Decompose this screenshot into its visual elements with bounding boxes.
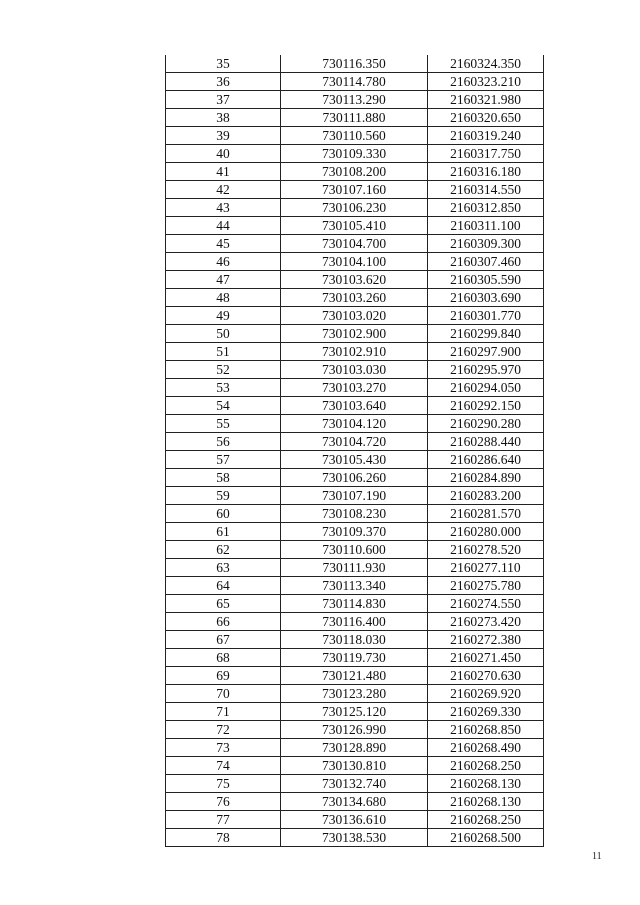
table-row: [166, 829, 544, 847]
y-coordinate-cell: 2160324.350: [428, 55, 544, 73]
y-coordinate-cell: 2160292.150: [428, 397, 544, 415]
x-coordinate-cell: 730134.680: [281, 793, 428, 811]
table-row: [166, 685, 544, 703]
table-row: [166, 379, 544, 397]
table-row: [166, 505, 544, 523]
point-number-cell: 64: [166, 577, 281, 595]
y-coordinate-cell: 2160277.110: [428, 559, 544, 577]
x-coordinate-cell: 730132.740: [281, 775, 428, 793]
table-row: [166, 307, 544, 325]
table-row: [166, 433, 544, 451]
point-number-cell: 54: [166, 397, 281, 415]
x-coordinate-cell: 730116.350: [281, 55, 428, 73]
table-row: [166, 415, 544, 433]
table-row: [166, 235, 544, 253]
x-coordinate-cell: 730108.230: [281, 505, 428, 523]
x-coordinate-cell: 730105.410: [281, 217, 428, 235]
y-coordinate-cell: 2160312.850: [428, 199, 544, 217]
point-number-cell: 60: [166, 505, 281, 523]
table-row: [166, 649, 544, 667]
point-number-cell: 40: [166, 145, 281, 163]
x-coordinate-cell: 730103.020: [281, 307, 428, 325]
x-coordinate-cell: 730130.810: [281, 757, 428, 775]
point-number-cell: 56: [166, 433, 281, 451]
x-coordinate-cell: 730118.030: [281, 631, 428, 649]
x-coordinate-cell: 730104.120: [281, 415, 428, 433]
coordinate-table: [165, 55, 544, 847]
y-coordinate-cell: 2160294.050: [428, 379, 544, 397]
x-coordinate-cell: 730111.930: [281, 559, 428, 577]
y-coordinate-cell: 2160269.330: [428, 703, 544, 721]
x-coordinate-cell: 730108.200: [281, 163, 428, 181]
point-number-cell: 59: [166, 487, 281, 505]
table-row: [166, 613, 544, 631]
table-row: [166, 127, 544, 145]
x-coordinate-cell: 730103.270: [281, 379, 428, 397]
table-row: [166, 487, 544, 505]
point-number-cell: 63: [166, 559, 281, 577]
point-number-cell: 71: [166, 703, 281, 721]
y-coordinate-cell: 2160319.240: [428, 127, 544, 145]
point-number-cell: 43: [166, 199, 281, 217]
table-row: [166, 55, 544, 73]
table-row: [166, 343, 544, 361]
point-number-cell: 35: [166, 55, 281, 73]
table-row: [166, 577, 544, 595]
table-row: [166, 793, 544, 811]
y-coordinate-cell: 2160299.840: [428, 325, 544, 343]
y-coordinate-cell: 2160314.550: [428, 181, 544, 199]
y-coordinate-cell: 2160273.420: [428, 613, 544, 631]
y-coordinate-cell: 2160317.750: [428, 145, 544, 163]
y-coordinate-cell: 2160268.850: [428, 721, 544, 739]
table-row: [166, 667, 544, 685]
x-coordinate-cell: 730104.100: [281, 253, 428, 271]
point-number-cell: 73: [166, 739, 281, 757]
y-coordinate-cell: 2160320.650: [428, 109, 544, 127]
x-coordinate-cell: 730102.910: [281, 343, 428, 361]
x-coordinate-cell: 730105.430: [281, 451, 428, 469]
point-number-cell: 51: [166, 343, 281, 361]
x-coordinate-cell: 730114.830: [281, 595, 428, 613]
y-coordinate-cell: 2160323.210: [428, 73, 544, 91]
table-row: [166, 217, 544, 235]
y-coordinate-cell: 2160268.490: [428, 739, 544, 757]
x-coordinate-cell: 730126.990: [281, 721, 428, 739]
y-coordinate-cell: 2160309.300: [428, 235, 544, 253]
y-coordinate-cell: 2160272.380: [428, 631, 544, 649]
y-coordinate-cell: 2160268.250: [428, 757, 544, 775]
x-coordinate-cell: 730109.370: [281, 523, 428, 541]
y-coordinate-cell: 2160268.130: [428, 793, 544, 811]
point-number-cell: 61: [166, 523, 281, 541]
x-coordinate-cell: 730103.260: [281, 289, 428, 307]
point-number-cell: 37: [166, 91, 281, 109]
table-row: [166, 361, 544, 379]
y-coordinate-cell: 2160268.130: [428, 775, 544, 793]
y-coordinate-cell: 2160311.100: [428, 217, 544, 235]
table-row: [166, 397, 544, 415]
page-number: 11: [592, 851, 602, 862]
x-coordinate-cell: 730103.030: [281, 361, 428, 379]
point-number-cell: 52: [166, 361, 281, 379]
y-coordinate-cell: 2160286.640: [428, 451, 544, 469]
y-coordinate-cell: 2160280.000: [428, 523, 544, 541]
x-coordinate-cell: 730138.530: [281, 829, 428, 847]
x-coordinate-cell: 730111.880: [281, 109, 428, 127]
point-number-cell: 39: [166, 127, 281, 145]
y-coordinate-cell: 2160303.690: [428, 289, 544, 307]
y-coordinate-cell: 2160281.570: [428, 505, 544, 523]
table-row: [166, 775, 544, 793]
point-number-cell: 57: [166, 451, 281, 469]
coordinate-table-body: [166, 55, 544, 847]
x-coordinate-cell: 730103.620: [281, 271, 428, 289]
x-coordinate-cell: 730121.480: [281, 667, 428, 685]
point-number-cell: 55: [166, 415, 281, 433]
table-row: [166, 631, 544, 649]
table-row: [166, 703, 544, 721]
x-coordinate-cell: 730106.230: [281, 199, 428, 217]
y-coordinate-cell: 2160278.520: [428, 541, 544, 559]
point-number-cell: 77: [166, 811, 281, 829]
y-coordinate-cell: 2160268.500: [428, 829, 544, 847]
table-row: [166, 469, 544, 487]
table-row: [166, 721, 544, 739]
x-coordinate-cell: 730104.700: [281, 235, 428, 253]
point-number-cell: 45: [166, 235, 281, 253]
x-coordinate-cell: 730110.600: [281, 541, 428, 559]
y-coordinate-cell: 2160270.630: [428, 667, 544, 685]
x-coordinate-cell: 730123.280: [281, 685, 428, 703]
table-row: [166, 271, 544, 289]
x-coordinate-cell: 730119.730: [281, 649, 428, 667]
x-coordinate-cell: 730114.780: [281, 73, 428, 91]
y-coordinate-cell: 2160316.180: [428, 163, 544, 181]
x-coordinate-cell: 730113.340: [281, 577, 428, 595]
table-row: [166, 451, 544, 469]
point-number-cell: 50: [166, 325, 281, 343]
point-number-cell: 75: [166, 775, 281, 793]
table-row: [166, 91, 544, 109]
point-number-cell: 44: [166, 217, 281, 235]
y-coordinate-cell: 2160271.450: [428, 649, 544, 667]
point-number-cell: 41: [166, 163, 281, 181]
table-row: [166, 523, 544, 541]
x-coordinate-cell: 730109.330: [281, 145, 428, 163]
y-coordinate-cell: 2160275.780: [428, 577, 544, 595]
x-coordinate-cell: 730116.400: [281, 613, 428, 631]
table-row: [166, 145, 544, 163]
table-row: [166, 325, 544, 343]
table-row: [166, 541, 544, 559]
point-number-cell: 58: [166, 469, 281, 487]
x-coordinate-cell: 730107.160: [281, 181, 428, 199]
y-coordinate-cell: 2160288.440: [428, 433, 544, 451]
y-coordinate-cell: 2160295.970: [428, 361, 544, 379]
table-row: [166, 163, 544, 181]
point-number-cell: 62: [166, 541, 281, 559]
x-coordinate-cell: 730102.900: [281, 325, 428, 343]
point-number-cell: 69: [166, 667, 281, 685]
x-coordinate-cell: 730110.560: [281, 127, 428, 145]
x-coordinate-cell: 730103.640: [281, 397, 428, 415]
x-coordinate-cell: 730128.890: [281, 739, 428, 757]
y-coordinate-cell: 2160297.900: [428, 343, 544, 361]
table-row: [166, 181, 544, 199]
y-coordinate-cell: 2160268.250: [428, 811, 544, 829]
point-number-cell: 42: [166, 181, 281, 199]
table-row: [166, 73, 544, 91]
point-number-cell: 68: [166, 649, 281, 667]
point-number-cell: 76: [166, 793, 281, 811]
x-coordinate-cell: 730104.720: [281, 433, 428, 451]
x-coordinate-cell: 730113.290: [281, 91, 428, 109]
point-number-cell: 72: [166, 721, 281, 739]
table-row: [166, 289, 544, 307]
y-coordinate-cell: 2160283.200: [428, 487, 544, 505]
point-number-cell: 38: [166, 109, 281, 127]
y-coordinate-cell: 2160284.890: [428, 469, 544, 487]
table-row: [166, 559, 544, 577]
point-number-cell: 53: [166, 379, 281, 397]
table-row: [166, 739, 544, 757]
x-coordinate-cell: 730125.120: [281, 703, 428, 721]
y-coordinate-cell: 2160269.920: [428, 685, 544, 703]
table-row: [166, 811, 544, 829]
point-number-cell: 48: [166, 289, 281, 307]
x-coordinate-cell: 730106.260: [281, 469, 428, 487]
y-coordinate-cell: 2160305.590: [428, 271, 544, 289]
table-row: [166, 109, 544, 127]
x-coordinate-cell: 730107.190: [281, 487, 428, 505]
point-number-cell: 67: [166, 631, 281, 649]
point-number-cell: 74: [166, 757, 281, 775]
table-row: [166, 757, 544, 775]
table-row: [166, 253, 544, 271]
x-coordinate-cell: 730136.610: [281, 811, 428, 829]
table-row: [166, 199, 544, 217]
y-coordinate-cell: 2160321.980: [428, 91, 544, 109]
y-coordinate-cell: 2160290.280: [428, 415, 544, 433]
y-coordinate-cell: 2160307.460: [428, 253, 544, 271]
point-number-cell: 70: [166, 685, 281, 703]
point-number-cell: 47: [166, 271, 281, 289]
point-number-cell: 49: [166, 307, 281, 325]
point-number-cell: 78: [166, 829, 281, 847]
point-number-cell: 66: [166, 613, 281, 631]
y-coordinate-cell: 2160274.550: [428, 595, 544, 613]
point-number-cell: 46: [166, 253, 281, 271]
table-row: [166, 595, 544, 613]
y-coordinate-cell: 2160301.770: [428, 307, 544, 325]
point-number-cell: 36: [166, 73, 281, 91]
point-number-cell: 65: [166, 595, 281, 613]
